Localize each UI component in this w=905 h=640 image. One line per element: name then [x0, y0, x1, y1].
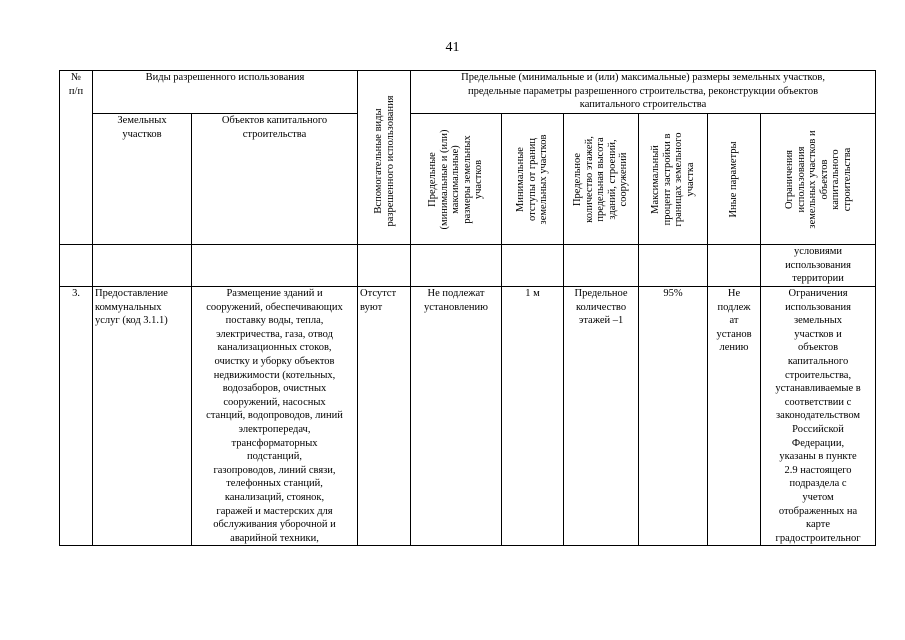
row-land-use: Предоставление коммунальных услуг (код 3.1.1)	[93, 287, 192, 546]
header-capital-objects: Объектов капитального строительства	[192, 114, 358, 245]
header-row-sub	[60, 114, 876, 245]
continuation-row	[60, 245, 876, 287]
header-permitted-uses: Виды разрешенного использования	[93, 71, 358, 114]
row-floors: Предельное количество этажей –1	[564, 287, 639, 546]
header-restrictions	[761, 114, 876, 245]
header-plot-sizes	[411, 114, 502, 245]
header-auxiliary-uses-text: Вспомогательные виды разрешенного использования	[372, 95, 396, 227]
row-other: Не подлеж ат установ лению	[708, 287, 761, 546]
header-min-setbacks-text: Минимальные отступы от границ земельных участков	[515, 134, 550, 225]
header-restrictions-text: Ограничения использования земельных участков и объектов капитального строительства	[783, 130, 853, 229]
page-number: 41	[445, 40, 460, 55]
row-coverage: 95%	[639, 287, 708, 546]
header-other-params	[708, 114, 761, 245]
cont-cell-9	[708, 245, 761, 287]
row-plot-sizes: Не подлежат установлению	[411, 287, 502, 546]
header-floors-height-text: Предельное количество этажей, предельная высота зданий, строений, сооружений	[572, 136, 630, 223]
cont-cell-7	[564, 245, 639, 287]
cont-restrictions: условиями использования территории	[761, 245, 876, 287]
row-capital-objects: Размещение зданий и сооружений, обеспечивающих поставку воды, тепла, электричества, газа, отвод канализационных стоков, очистку и уборку объектов недвижимости (котельных, водозаборов, очистных сооружений, насосных станций, водопроводов, линий электропередач, трансформаторных подстанций, газопроводов, линий связи, телефонных станций, канализаций, стоянок, гаражей и мастерских для обслуживания уборочной и аварийной техники,	[192, 287, 358, 546]
cont-cell-3	[192, 245, 358, 287]
cont-cell-8	[639, 245, 708, 287]
cont-cell-2	[93, 245, 192, 287]
header-num: № п/п	[60, 71, 93, 245]
regulations-table	[59, 70, 876, 546]
header-plot-sizes-text: Предельные (минимальные и (или) максимальные) размеры земельных участков	[427, 129, 485, 230]
cont-cell-6	[502, 245, 564, 287]
row-num: 3.	[60, 287, 93, 546]
cont-cell-4	[358, 245, 411, 287]
header-land-plots: Земельных участков	[93, 114, 192, 245]
cont-cell-5	[411, 245, 502, 287]
header-limit-params: Предельные (минимальные и (или) максимальные) размеры земельных участков, предельные параметры разрешенного строительства, реконструкции объектов капитального строительства	[411, 71, 876, 114]
header-max-coverage	[639, 114, 708, 245]
header-auxiliary-uses	[358, 71, 411, 245]
header-max-coverage-text: Максимальный процент застройки в границах земельного участка	[650, 132, 696, 227]
cont-cell-1	[60, 245, 93, 287]
row-restrictions: Ограничения использования земельных участков и объектов капитального строительства, устанавливаемые в соответствии с законодательством Российской Федерации, указаны в пункте 2.9 настоящего подраздела с учетом отображенных на карте градостроительног	[761, 287, 876, 546]
header-row-top	[60, 71, 876, 114]
header-floors-height	[564, 114, 639, 245]
table-row	[60, 287, 876, 546]
row-min-setbacks: 1 м	[502, 287, 564, 546]
header-other-params-text: Иные параметры	[728, 141, 740, 218]
row-auxiliary: Отсутст вуют	[358, 287, 411, 546]
header-min-setbacks	[502, 114, 564, 245]
